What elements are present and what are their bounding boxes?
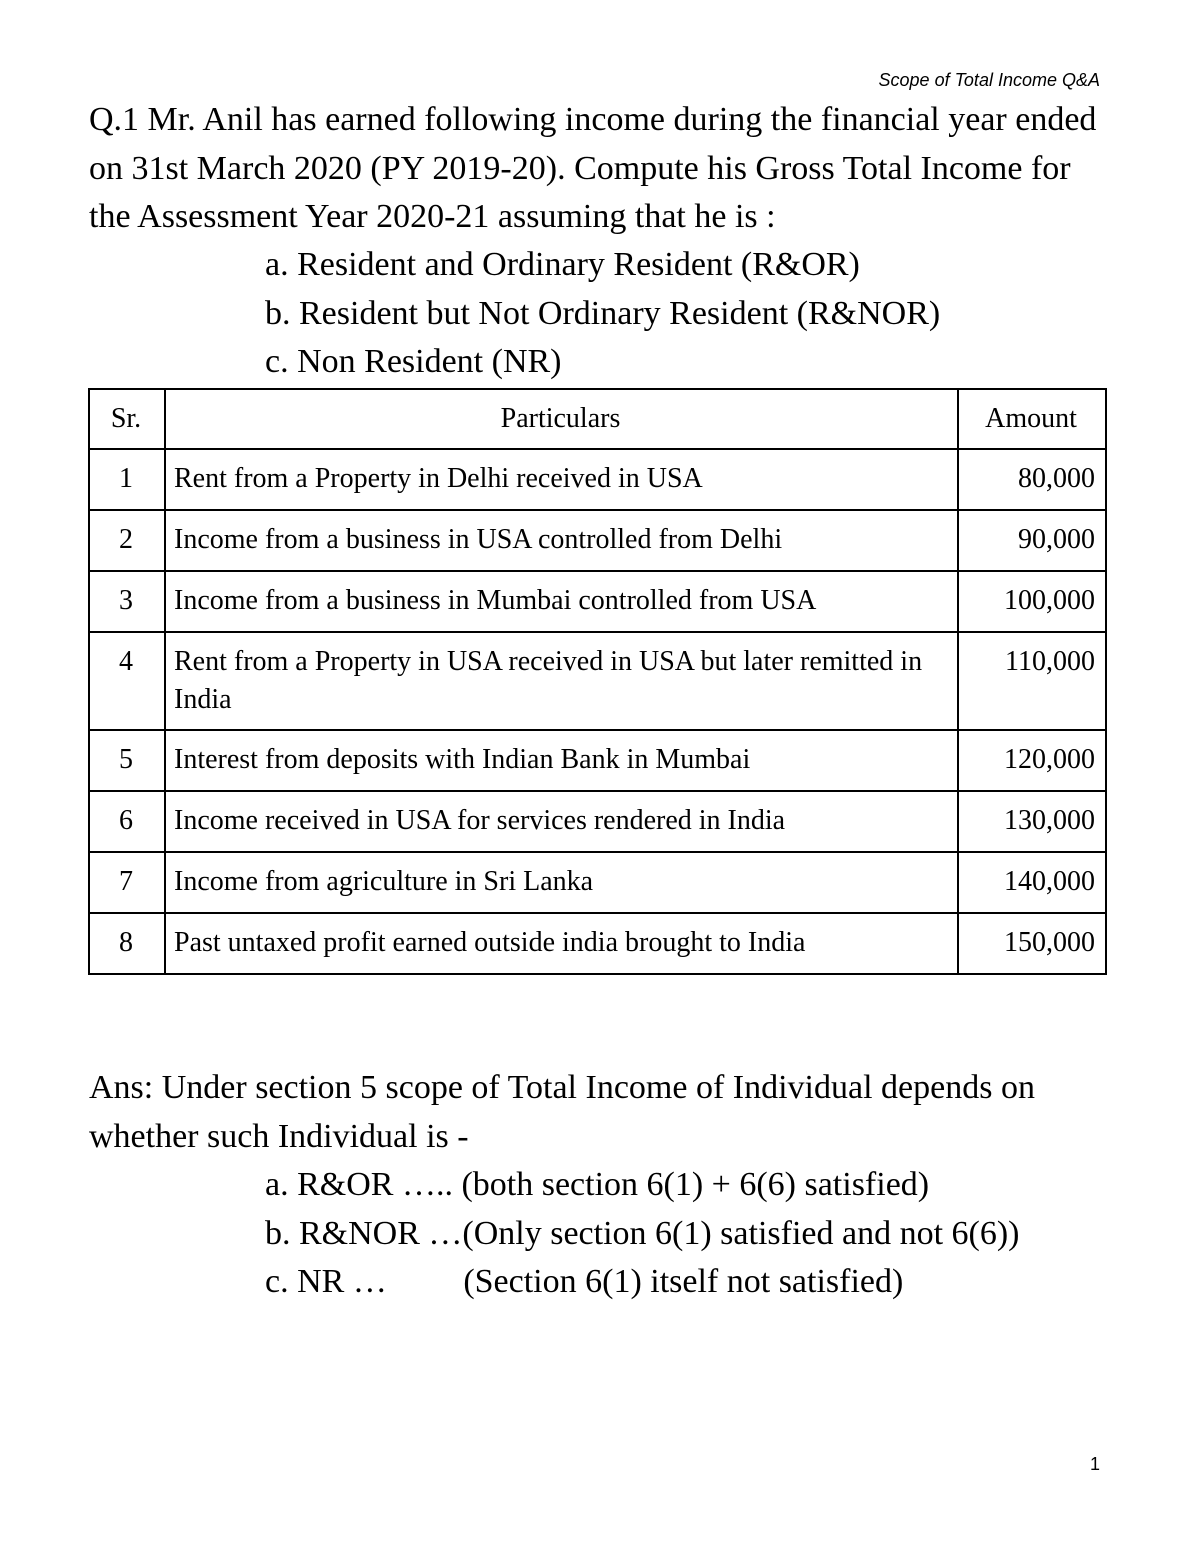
row-particulars: Income from a business in Mumbai controlled from USA bbox=[165, 571, 958, 632]
answer-option-b: b. R&NOR …(Only section 6(1) satisfied and not 6(6)) bbox=[265, 1214, 1020, 1252]
row-particulars: Income from a business in USA controlled from Delhi bbox=[165, 510, 958, 571]
question-option-b: b. Resident but Not Ordinary Resident (R&NOR) bbox=[265, 294, 941, 332]
question-options bbox=[265, 241, 940, 387]
row-particulars: Income received in USA for services rendered in India bbox=[165, 791, 958, 852]
table-row bbox=[89, 510, 1106, 571]
row-sr: 1 bbox=[89, 449, 165, 510]
row-sr: 7 bbox=[89, 852, 165, 913]
table-row bbox=[89, 791, 1106, 852]
row-sr: 5 bbox=[89, 730, 165, 791]
answer-option-a: a. R&OR ….. (both section 6(1) + 6(6) satisfied) bbox=[265, 1166, 930, 1203]
answer-options bbox=[265, 1161, 1020, 1307]
table-row bbox=[89, 632, 1106, 730]
row-particulars: Past untaxed profit earned outside india brought to India bbox=[165, 913, 958, 974]
row-amount: 140,000 bbox=[958, 852, 1106, 913]
table-row bbox=[89, 852, 1106, 913]
header-sr: Sr. bbox=[89, 389, 165, 449]
page-number: 1 bbox=[1089, 1454, 1100, 1474]
row-sr: 8 bbox=[89, 913, 165, 974]
row-amount: 100,000 bbox=[958, 571, 1106, 632]
income-table bbox=[88, 388, 1107, 975]
table-row bbox=[89, 449, 1106, 510]
row-amount: 90,000 bbox=[958, 510, 1106, 571]
row-amount: 150,000 bbox=[958, 913, 1106, 974]
row-amount: 120,000 bbox=[958, 730, 1106, 791]
question-option-a: a. Resident and Ordinary Resident (R&OR) bbox=[265, 246, 860, 283]
question-text: Q.1 Mr. Anil has earned following income during the financial year ended on 31st March 2020 (PY 2019-20). Compute his Gross Total Income for the Assessment Year 2020-21 assuming that he is : bbox=[89, 101, 1097, 235]
table-header-row bbox=[89, 389, 1106, 449]
row-amount: 130,000 bbox=[958, 791, 1106, 852]
table-row bbox=[89, 571, 1106, 632]
answer-option-c: c. NR … (Section 6(1) itself not satisfied) bbox=[265, 1263, 904, 1300]
table-row bbox=[89, 730, 1106, 791]
header-particulars: Particulars bbox=[165, 389, 958, 449]
row-amount: 110,000 bbox=[958, 632, 1106, 730]
row-particulars: Rent from a Property in USA received in USA but later remitted in India bbox=[165, 632, 958, 730]
page-header: Scope of Total Income Q&A bbox=[878, 70, 1100, 90]
answer-text: Ans: Under section 5 scope of Total Income of Individual depends on whether such Individual is - bbox=[89, 1069, 1035, 1155]
row-particulars: Rent from a Property in Delhi received in USA bbox=[165, 449, 958, 510]
row-sr: 6 bbox=[89, 791, 165, 852]
row-sr: 2 bbox=[89, 510, 165, 571]
row-particulars: Interest from deposits with Indian Bank in Mumbai bbox=[165, 730, 958, 791]
row-particulars: Income from agriculture in Sri Lanka bbox=[165, 852, 958, 913]
header-amount: Amount bbox=[958, 389, 1106, 449]
row-sr: 3 bbox=[89, 571, 165, 632]
table-row bbox=[89, 913, 1106, 974]
row-amount: 80,000 bbox=[958, 449, 1106, 510]
row-sr: 4 bbox=[89, 632, 165, 730]
question-option-c: c. Non Resident (NR) bbox=[265, 343, 562, 380]
